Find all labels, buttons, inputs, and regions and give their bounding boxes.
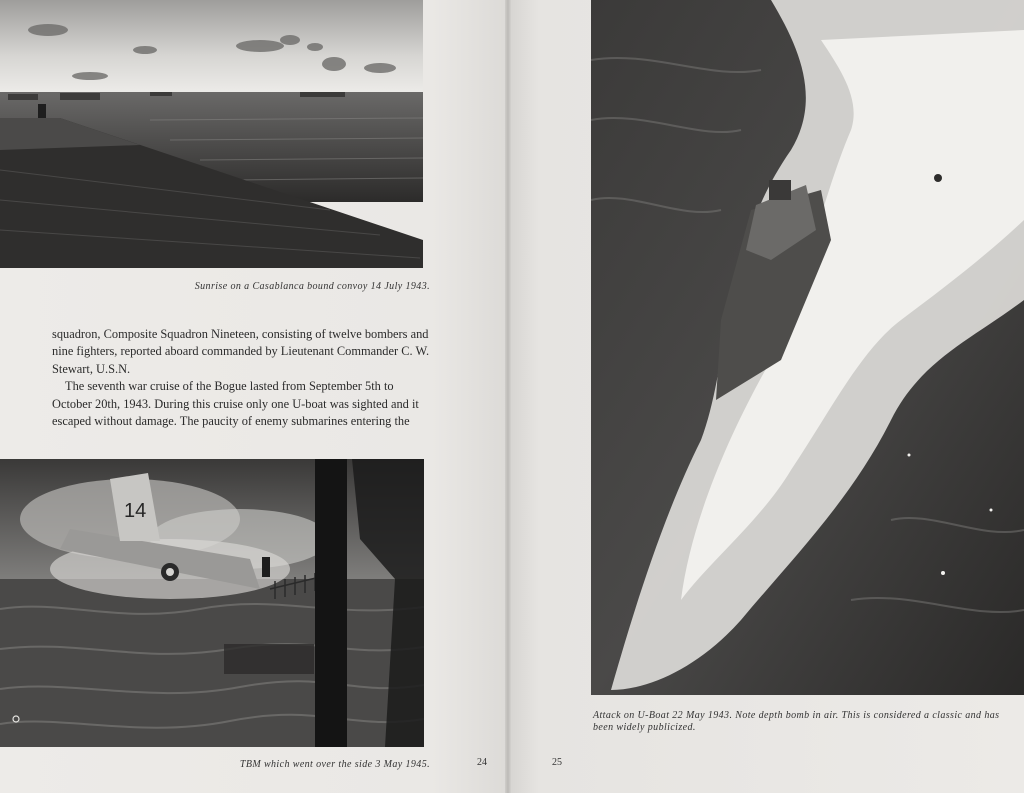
photo-uboat-attack [591, 0, 1024, 695]
photo-tbm-caption: TBM which went over the side 3 May 1945. [239, 759, 430, 770]
body-text [52, 326, 430, 430]
page-number-right: 25 [552, 757, 562, 768]
photo-uboat-caption: Attack on U-Boat 22 May 1943. Note depth bomb in air. This is considered a classic and has been widely publicized. [593, 710, 1000, 733]
photo-tbm-tail-number: 14 [124, 500, 147, 522]
body-paragraph-1: squadron, Composite Squadron Nineteen, consisting of twelve bombers and nine fighters, reported aboard commanded by Lieutenant Commander C. W. Stewart, U.S.N. [52, 327, 430, 376]
photo-sunrise-convoy [0, 0, 423, 268]
photo-tbm-over-side [0, 459, 424, 747]
book-gutter [505, 0, 511, 793]
photo-sunrise-caption: Sunrise on a Casablanca bound convoy 14 July 1943. [194, 281, 430, 292]
body-paragraph-2: The seventh war cruise of the Bogue lasted from September 5th to October 20th, 1943. During this cruise only one U-boat was sighted and it escaped without damage. The paucity of enemy submarines entering the [52, 379, 419, 429]
page-number-left: 24 [477, 757, 487, 768]
